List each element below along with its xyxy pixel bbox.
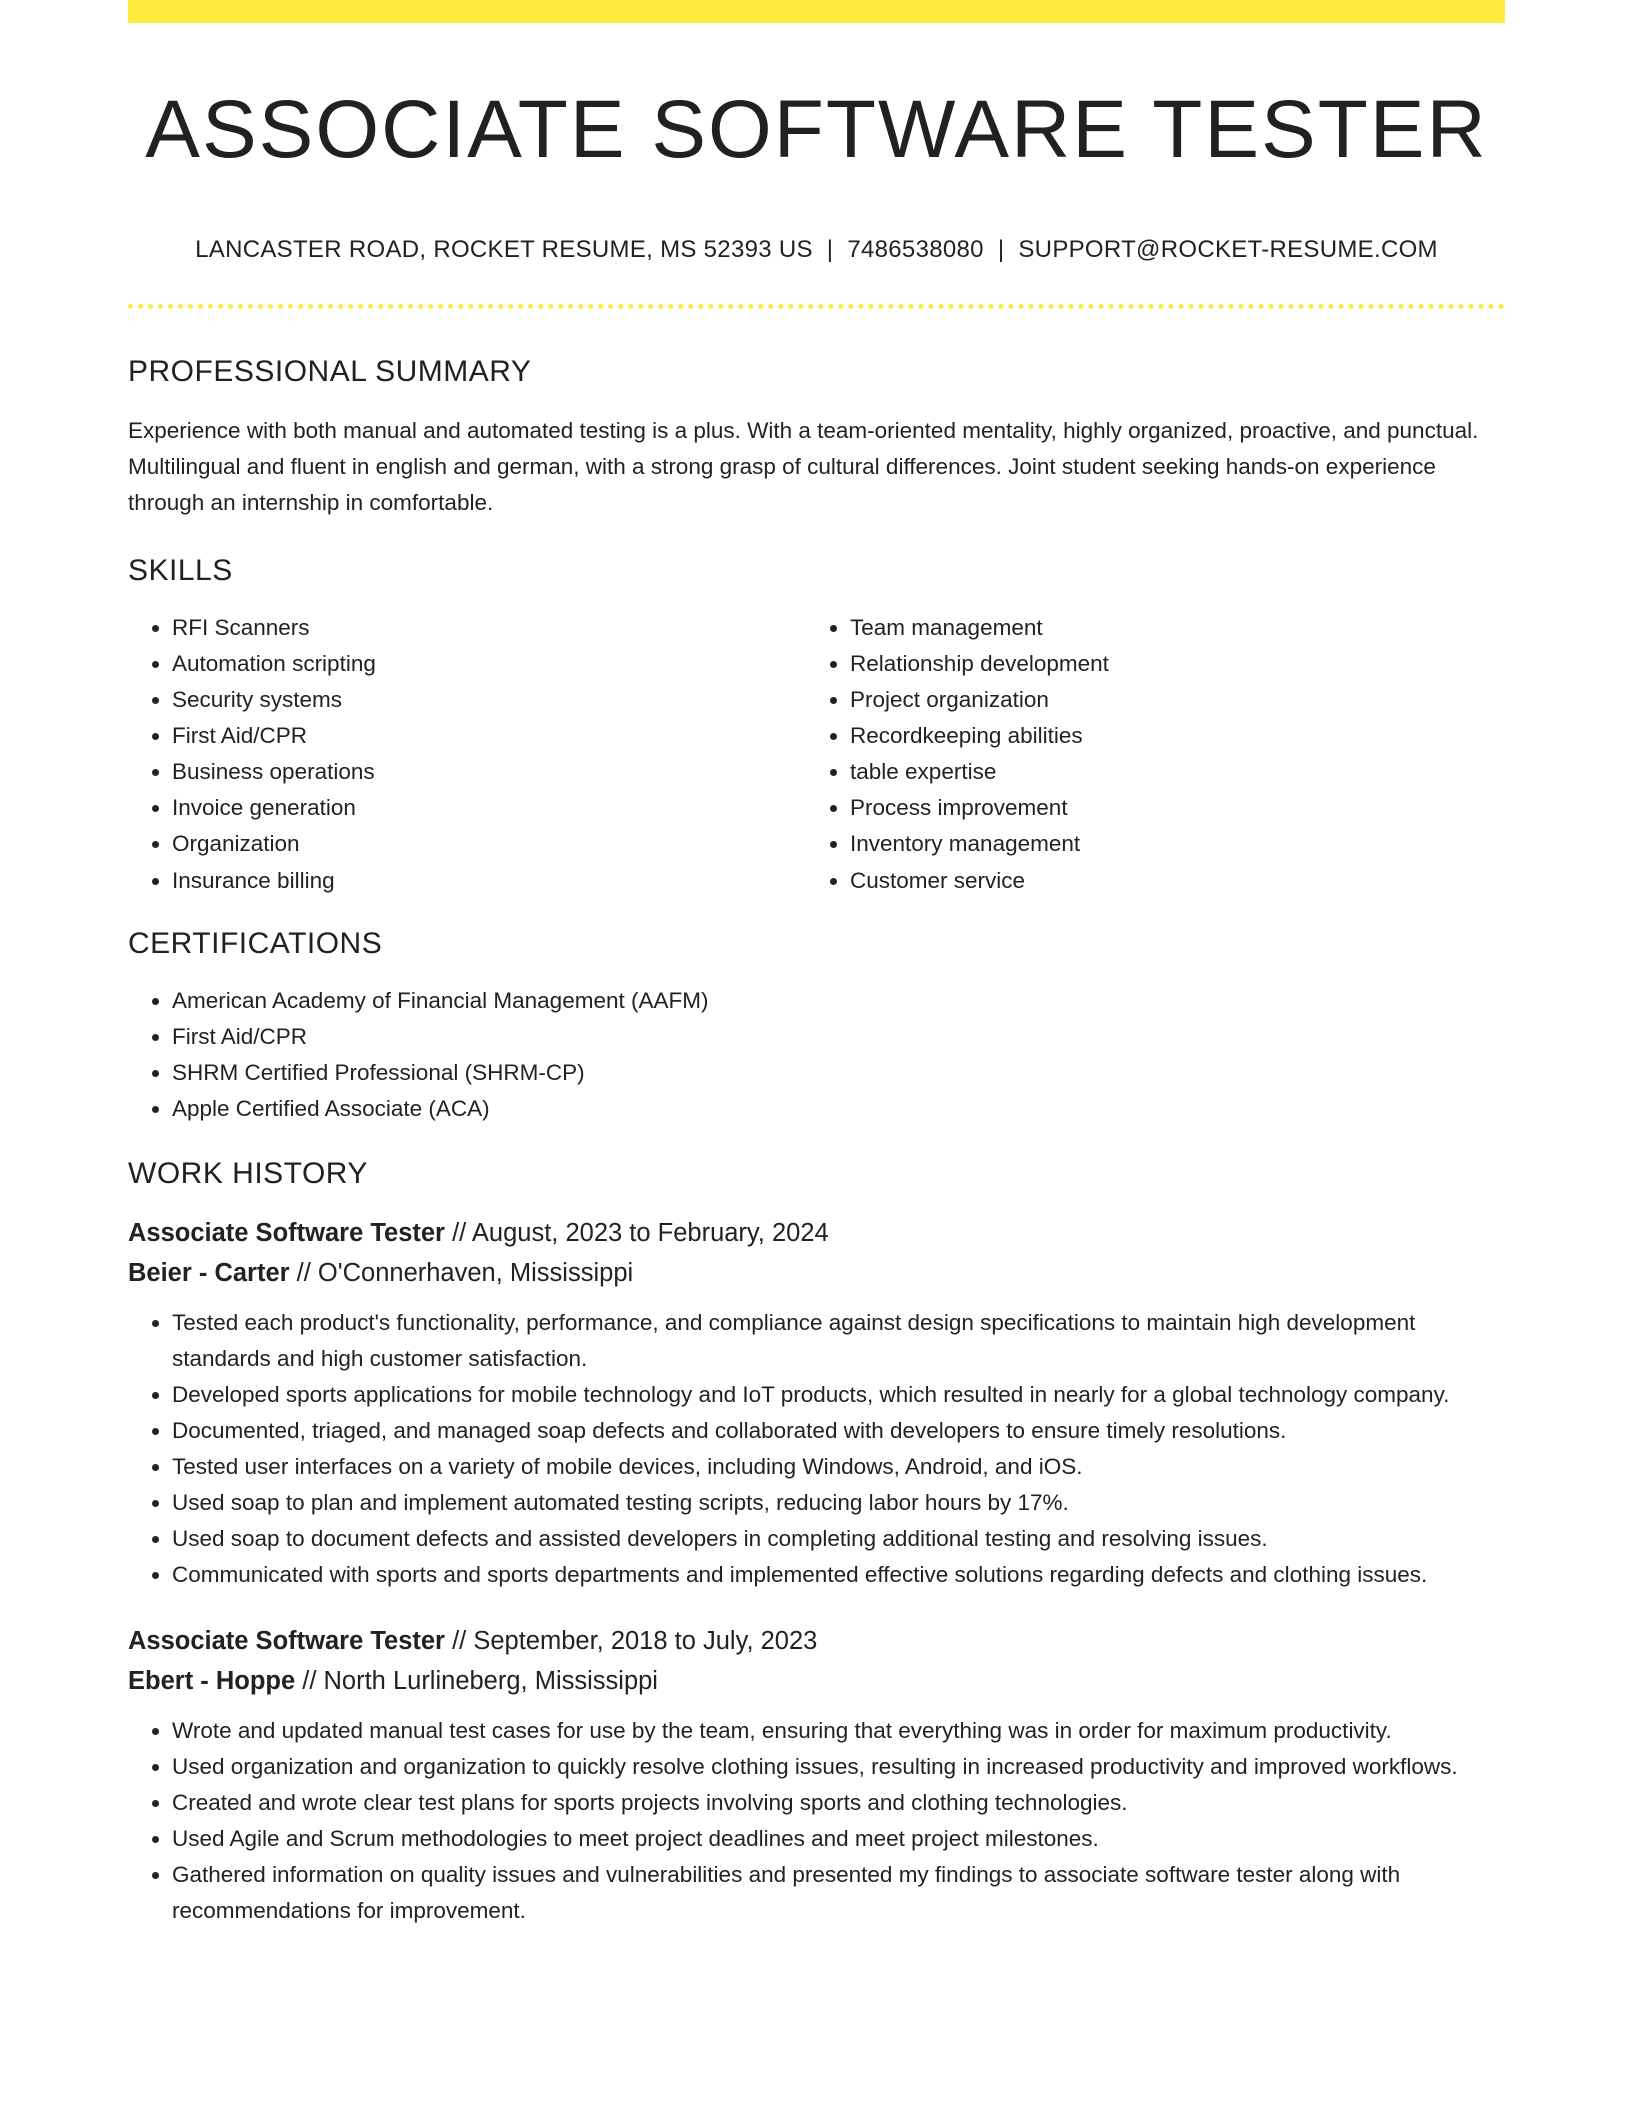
job-bullet: • Created and wrote clear test plans for sports projects involving sports and clothing technologies.: [172, 1785, 1505, 1821]
job-role-line: [128, 1621, 1505, 1661]
skill-item: • Process improvement: [850, 790, 1484, 826]
skill-item: • RFI Scanners: [172, 610, 806, 646]
job-company-line: [128, 1661, 1505, 1701]
skill-item: • Inventory management: [850, 826, 1484, 862]
contact-phone: 7486538080: [847, 236, 984, 264]
skill-item: • Organization: [172, 826, 806, 862]
skills-list-left: [128, 610, 806, 899]
certification-item: • First Aid/CPR: [172, 1019, 1505, 1055]
job-bullet: • Wrote and updated manual test cases for use by the team, ensuring that everything was in order for maximum productivity.: [172, 1713, 1505, 1749]
summary-text: Experience with both manual and automated testing is a plus. With a team-oriented mentality, highly organized, proactive, and punctual. Multilingual and fluent in english and german, with a strong grasp of cultural differences. Joint student seeking hands-on experience through an internship in comfortable.: [128, 418, 1479, 516]
job-bullets: [128, 1713, 1505, 1929]
certifications-heading: CERTIFICATIONS: [128, 927, 383, 961]
job-bullet: • Communicated with sports and sports departments and implemented effective solutions regarding defects and clothing issues.: [172, 1557, 1505, 1593]
skills-grid: [128, 610, 1505, 899]
job-bullet: • Used Agile and Scrum methodologies to meet project deadlines and meet project milestones.: [172, 1821, 1505, 1857]
skill-item: • Relationship development: [850, 646, 1484, 682]
certification-item: • Apple Certified Associate (ACA): [172, 1091, 1505, 1127]
skill-item: • Security systems: [172, 682, 806, 718]
job-dates: // September, 2018 to July, 2023: [444, 1627, 818, 1656]
skill-item: • Team management: [850, 610, 1484, 646]
job-company: Ebert - Hoppe: [128, 1667, 296, 1696]
job-entry: [128, 1213, 1505, 1593]
skill-item: • Customer service: [850, 863, 1484, 899]
job-bullets: [128, 1305, 1505, 1593]
certifications-list: [128, 983, 1505, 1127]
job-entry: [128, 1621, 1505, 1929]
contact-email: SUPPORT@ROCKET-RESUME.COM: [1018, 236, 1438, 264]
job-bullet: • Used soap to plan and implement automated testing scripts, reducing labor hours by 17%.: [172, 1485, 1505, 1521]
accent-top-bar: [128, 0, 1505, 23]
skill-item: • Business operations: [172, 754, 806, 790]
skill-item: • table expertise: [850, 754, 1484, 790]
skills-column-right: [806, 610, 1484, 899]
contact-line: [128, 236, 1505, 264]
summary-heading: PROFESSIONAL SUMMARY: [128, 355, 532, 389]
job-location: // O'Connerhaven, Mississippi: [289, 1259, 634, 1288]
job-dates: // August, 2023 to February, 2024: [444, 1219, 829, 1248]
job-company-line: [128, 1253, 1505, 1293]
header-divider: [128, 304, 1505, 309]
skill-item: • Project organization: [850, 682, 1484, 718]
job-role-line: [128, 1213, 1505, 1253]
contact-separator: |: [997, 236, 1005, 264]
skills-heading: SKILLS: [128, 554, 233, 588]
job-role: Associate Software Tester: [128, 1219, 445, 1248]
skills-column-left: [128, 610, 806, 899]
skill-item: • First Aid/CPR: [172, 718, 806, 754]
job-location: // North Lurlineberg, Mississippi: [295, 1667, 658, 1696]
job-bullet: • Developed sports applications for mobile technology and IoT products, which resulted in nearly for a global technology company.: [172, 1377, 1505, 1413]
job-bullet: • Tested user interfaces on a variety of mobile devices, including Windows, Android, and iOS.: [172, 1449, 1505, 1485]
resume-page: [128, 0, 1505, 1929]
certification-item: • SHRM Certified Professional (SHRM-CP): [172, 1055, 1505, 1091]
job-bullet: • Used organization and organization to quickly resolve clothing issues, resulting in increased productivity and improved workflows.: [172, 1749, 1505, 1785]
skill-item: • Insurance billing: [172, 863, 806, 899]
skills-list-right: [806, 610, 1484, 899]
work-history-heading: WORK HISTORY: [128, 1157, 368, 1191]
job-bullet: • Used soap to document defects and assisted developers in completing additional testing and resolving issues.: [172, 1521, 1505, 1557]
candidate-name: ASSOCIATE SOFTWARE TESTER: [145, 84, 1488, 175]
certification-item: • American Academy of Financial Management (AAFM): [172, 983, 1505, 1019]
skill-item: • Automation scripting: [172, 646, 806, 682]
job-bullet: • Gathered information on quality issues and vulnerabilities and presented my findings to associate software tester along with recommendations for improvement.: [172, 1857, 1505, 1929]
contact-separator: |: [826, 236, 834, 264]
job-bullet: • Tested each product's functionality, performance, and compliance against design specifications to maintain high development standards and high customer satisfaction.: [172, 1305, 1505, 1377]
job-company: Beier - Carter: [128, 1259, 290, 1288]
contact-address: LANCASTER ROAD, ROCKET RESUME, MS 52393 US: [195, 236, 813, 264]
job-bullet: • Documented, triaged, and managed soap defects and collaborated with developers to ensure timely resolutions.: [172, 1413, 1505, 1449]
skill-item: • Recordkeeping abilities: [850, 718, 1484, 754]
job-role: Associate Software Tester: [128, 1627, 445, 1656]
skill-item: • Invoice generation: [172, 790, 806, 826]
